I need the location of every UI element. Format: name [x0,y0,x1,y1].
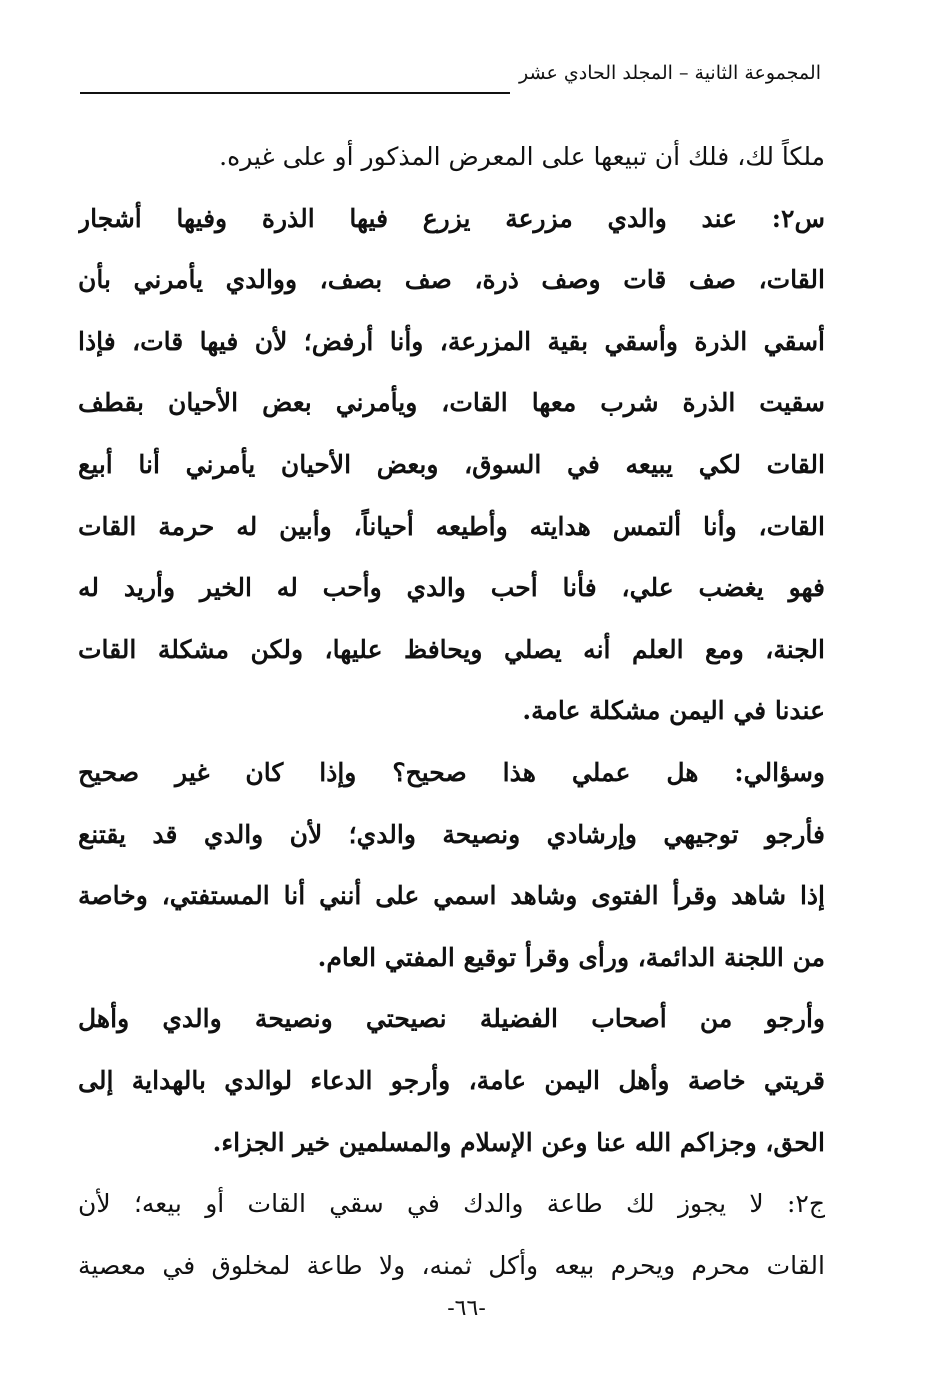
header-rule [80,92,510,94]
text-line: القات لكي يبيعه في السوق، وبعض الأحيان يأمرني أنا أبيع [78,449,825,479]
text-line: ج٢: لا يجوز لك طاعة والدك في سقي القات أو بيعه؛ لأن [78,1189,825,1219]
text-line: القات محرم ويحرم بيعه وأكل ثمنه، ولا طاعة لمخلوق في معصية [78,1250,825,1280]
text-line: القات، صف قات وصف ذرة، صف بصف، ووالدي يأمرني بأن [78,265,825,295]
text-line: أسقي الذرة وأسقي بقية المزرعة، وأنا أرفض؛ لأن فيها قات، فإذا [78,326,825,356]
text-line: إذا شاهد وقرأ الفتوى وشاهد اسمي على أنني أنا المستفتي، وخاصة [78,881,825,911]
running-header: المجموعة الثانية – المجلد الحادي عشر [519,62,821,84]
text-line: س٢: عند والدي مزرعة يزرع فيها الذرة وفيها أشجار [78,203,825,233]
page-number: -٦٦- [447,1296,486,1321]
text-line: وأرجو من أصحاب الفضيلة نصيحتي ونصيحة والدي وأهل [78,1004,825,1034]
text-line: قريتي خاصة وأهل اليمن عامة، وأرجو الدعاء لوالدي بالهداية إلى [78,1065,825,1095]
text-line: الحق، وجزاكم الله عنا وعن الإسلام والمسلمين خير الجزاء. [212,1127,825,1157]
text-line: من اللجنة الدائمة، ورأى وقرأ توقيع المفتي العام. [317,942,825,972]
text-line: فأرجو توجيهي وإرشادي ونصيحة والدي؛ لأن والدي قد يقتنع [78,819,825,849]
text-line: الجنة، ومع العلم أنه يصلي ويحافظ عليها، ولكن مشكلة القات [78,634,825,664]
text-line: وسؤالي: هل عملي هذا صحيح؟ وإذا كان غير صحيح [78,757,825,787]
text-line: عندنا في اليمن مشكلة عامة. [522,696,825,726]
text-line: القات، وأنا ألتمس هدايته وأطيعه أحياناً، وأبين له حرمة القات [78,511,825,541]
text-line: ملكاً لك، فلك أن تبيعها على المعرض المذكور أو على غيره. [219,142,825,171]
text-line: سقيت الذرة شرب معها القات، ويأمرني بعض الأحيان بقطف [78,388,825,418]
body-text [78,126,825,1296]
text-line: فهو يغضب علي، فأنا أحب والدي وأحب له الخير وأريد له [78,573,825,603]
